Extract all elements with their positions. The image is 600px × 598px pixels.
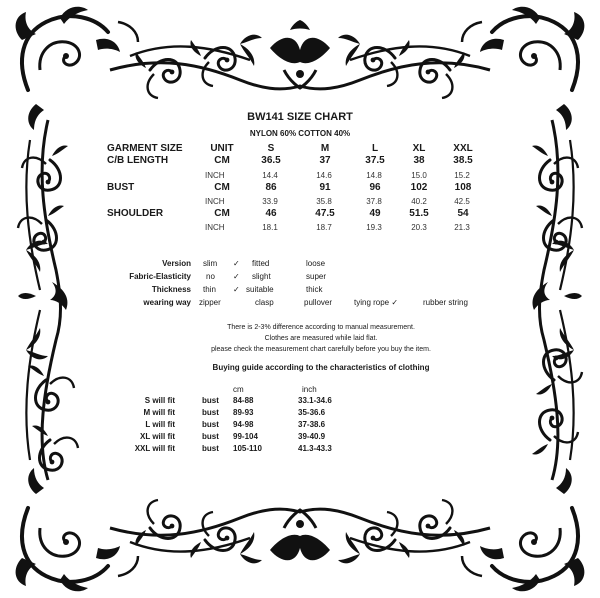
- attr-label-fabric-elasticity: Fabric-Elasticity: [129, 272, 191, 281]
- unit-inch: INCH: [205, 171, 225, 180]
- note-line: There is 2-3% difference according to manual measurement.: [227, 324, 415, 331]
- note-line: please check the measurement chart carefully before you buy the item.: [211, 346, 431, 353]
- cb-length-cm-s: 36.5: [261, 155, 281, 166]
- unit-cm: CM: [214, 155, 230, 166]
- bust-cm-s: 86: [265, 182, 277, 193]
- cb-length-inch-s: 14.4: [262, 171, 278, 180]
- header-size-l: L: [371, 143, 379, 154]
- header-size-m: M: [320, 143, 330, 154]
- shoulder-cm-m: 47.5: [315, 208, 335, 219]
- shoulder-cm-xl: 51.5: [409, 208, 429, 219]
- guide-part: bust: [202, 408, 219, 417]
- guide-col-inch: inch: [302, 385, 317, 394]
- unit-inch: INCH: [205, 223, 225, 232]
- shoulder-cm-l: 49: [369, 208, 381, 219]
- note-line: Clothes are measured while laid flat.: [264, 335, 378, 342]
- shoulder-inch-s: 18.1: [262, 223, 278, 232]
- attr-option: thin: [203, 285, 216, 294]
- attr-option: rubber string: [423, 298, 468, 307]
- shoulder-cm-s: 46: [265, 208, 277, 219]
- cb-length-inch-m: 14.6: [316, 171, 332, 180]
- header-size-xl: XL: [412, 143, 426, 154]
- attr-label-wearing-way: wearing way: [143, 298, 191, 307]
- bust-inch-s: 33.9: [262, 197, 278, 206]
- row-label-shoulder: SHOULDER: [107, 208, 164, 219]
- bust-inch-xl: 40.2: [411, 197, 427, 206]
- shoulder-inch-xl: 20.3: [411, 223, 427, 232]
- guide-part: bust: [202, 396, 219, 405]
- guide-title: Buying guide according to the characteristics of clothing: [212, 363, 430, 372]
- attr-option: fitted: [252, 259, 270, 268]
- bust-cm-m: 91: [319, 182, 331, 193]
- unit-cm: CM: [214, 208, 230, 219]
- guide-cm: 84-88: [233, 396, 254, 405]
- guide-inch: 37-38.6: [298, 420, 326, 429]
- shoulder-inch-m: 18.7: [316, 223, 332, 232]
- unit-inch: INCH: [205, 197, 225, 206]
- attr-option: zipper: [199, 298, 221, 307]
- attr-label-version: Version: [162, 259, 191, 268]
- attr-option: clasp: [255, 298, 274, 307]
- attr-option: pullover: [304, 298, 333, 307]
- guide-cm: 105-110: [233, 444, 262, 453]
- guide-inch: 33.1-34.6: [298, 396, 332, 405]
- cb-length-inch-xl: 15.0: [411, 171, 427, 180]
- attr-label-thickness: Thickness: [151, 285, 191, 294]
- attr-option: tying rope ✓: [354, 298, 399, 307]
- attr-option: loose: [306, 259, 326, 268]
- guide-size: M will fit: [143, 408, 175, 417]
- check-icon: ✓: [233, 285, 240, 294]
- attr-option: thick: [306, 285, 323, 294]
- material-composition: NYLON 60% COTTON 40%: [249, 129, 351, 138]
- bust-inch-l: 37.8: [366, 197, 382, 206]
- bust-cm-xxl: 108: [454, 182, 472, 193]
- cb-length-cm-m: 37: [319, 155, 331, 166]
- bust-inch-m: 35.8: [316, 197, 332, 206]
- attr-option: suitable: [246, 285, 274, 294]
- attr-option: slim: [203, 259, 218, 268]
- guide-cm: 89-93: [233, 408, 254, 417]
- guide-size: XL will fit: [140, 432, 175, 441]
- row-label-bust: BUST: [107, 182, 135, 193]
- shoulder-inch-xxl: 21.3: [454, 223, 470, 232]
- header-garment-size: GARMENT SIZE: [107, 143, 183, 154]
- header-unit: UNIT: [210, 143, 234, 154]
- guide-inch: 35-36.6: [298, 408, 326, 417]
- cb-length-cm-xxl: 38.5: [453, 155, 473, 166]
- cb-length-cm-l: 37.5: [365, 155, 385, 166]
- check-icon: ✓: [233, 272, 240, 281]
- guide-part: bust: [202, 432, 219, 441]
- guide-inch: 41.3-43.3: [298, 444, 332, 453]
- guide-size: L will fit: [145, 420, 175, 429]
- cb-length-inch-xxl: 15.2: [454, 171, 470, 180]
- header-size-xxl: XXL: [453, 143, 473, 154]
- shoulder-inch-l: 19.3: [366, 223, 382, 232]
- attr-option: slight: [252, 272, 271, 281]
- guide-part: bust: [202, 420, 219, 429]
- guide-size: S will fit: [144, 396, 175, 405]
- bust-cm-xl: 102: [410, 182, 428, 193]
- attr-option: no: [206, 272, 215, 281]
- attr-option: super: [306, 272, 327, 281]
- chart-title: BW141 SIZE CHART: [247, 111, 353, 123]
- guide-size: XXL will fit: [134, 444, 175, 453]
- bust-cm-l: 96: [369, 182, 381, 193]
- guide-cm: 94-98: [233, 420, 254, 429]
- bust-inch-xxl: 42.5: [454, 197, 470, 206]
- unit-cm: CM: [214, 182, 230, 193]
- guide-part: bust: [202, 444, 219, 453]
- guide-cm: 99-104: [233, 432, 258, 441]
- header-size-s: S: [267, 143, 275, 154]
- check-icon: ✓: [233, 259, 240, 268]
- cb-length-inch-l: 14.8: [366, 171, 382, 180]
- row-label-cb-length: C/B LENGTH: [107, 155, 169, 166]
- cb-length-cm-xl: 38: [413, 155, 425, 166]
- shoulder-cm-xxl: 54: [457, 208, 469, 219]
- guide-col-cm: cm: [233, 385, 244, 394]
- guide-inch: 39-40.9: [298, 432, 326, 441]
